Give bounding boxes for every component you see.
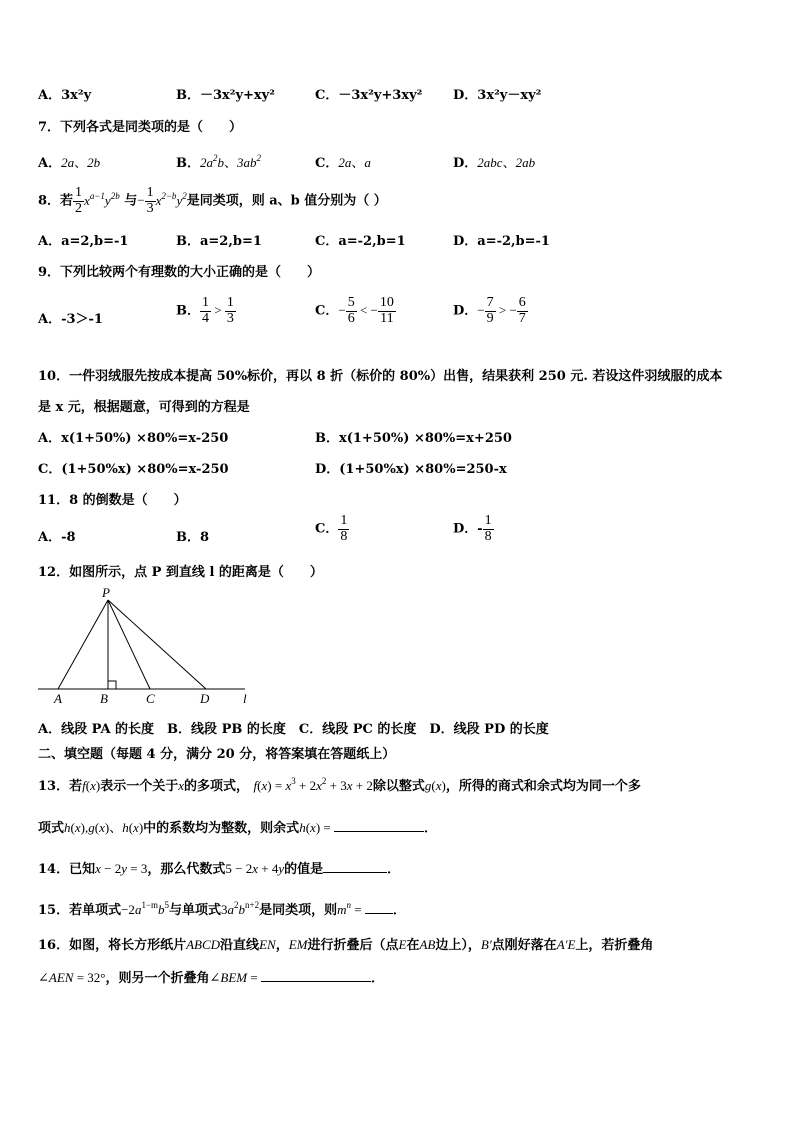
label-d: D [200,691,210,706]
q6-option-a: A．3x²y [38,88,92,103]
q14: 14．已知x − 2y = 3，那么代数式5 − 2x + 4y的值是 ． [38,861,401,877]
q10-option-a: A．x(1+50%) ×80%=x-250 [38,431,229,446]
q9-stem: 9．下列比较两个有理数的大小正确的是（ ） [38,265,321,280]
label-a: A [54,691,62,706]
label-c: C [146,691,155,706]
q8-option-a: A．a=2,b=-1 [38,234,129,249]
q6-option-c: C．－3x²y+3xy² [315,88,423,103]
q8-stem: 8．若 $\frac{1}{2}$ $x^{a-1}y^{2b}$ 与− $\frac{1}{3}$ $x^{2-b}y^2$是同类项，则 a、b 值分别为（ ） [38,185,387,216]
q11-stem: 11．8 的倒数是（ ） [38,493,187,508]
q10-option-d: D．(1+50%x) ×80%=250-x [315,462,507,477]
q6-option-b: B．－3x²y+xy² [176,88,275,103]
q11-option-b: B．8 [176,530,210,545]
q7-option-a: A．2a、2b [38,155,101,171]
q11-option-c: C． $\frac{1}{8}$ [315,513,348,544]
q15: 15．若单项式$-2a^{1-m}b^5$与单项式$3a^2b^{n+2}$是同类项，则$m^n$ = ． [38,900,406,918]
q8-option-b: B．a=2,b=1 [176,234,262,249]
label-l: l [243,691,247,706]
q12-stem: 12．如图所示，点 P 到直线 l 的距离是（ ） [38,565,323,580]
q8-option-c: C．a=-2,b=1 [315,234,406,249]
fraction: $\frac{1}{3}$ [146,185,154,216]
section-2-heading: 二、填空题（每题 4 分，满分 20 分，将答案填在答题纸上） [38,747,396,762]
segment-pc [108,600,150,689]
q12-options: A．线段 PA 的长度 B．线段 PB 的长度 C．线段 PC 的长度 D．线段 PD 的长度 [38,722,549,737]
label-b: B [100,691,108,706]
right-angle-mark [108,681,116,689]
q9-option-b: B． $\frac{1}{4}$ > $\frac{1}{3}$ [176,295,234,326]
q9-option-c: C．− $\frac{5}{6}$ < − $\frac{10}{11}$ [315,295,394,326]
q10-stem-line1: 10．一件羽绒服先按成本提高 50%标价，再以 8 折（标价的 80%）出售，结果获利 250 元. 若设这件羽绒服的成本 [38,369,723,384]
q8-option-d: D．a=-2,b=-1 [453,234,550,249]
segment-pa [58,600,108,689]
answer-blank[interactable] [365,913,393,914]
q9-option-a: A．-3＞-1 [38,312,103,327]
fraction: $\frac{1}{2}$ [75,185,83,216]
q7-option-b: B．$2a^2b$、$3ab^2$ [176,153,262,171]
q9-option-d: D．− $\frac{7}{9}$ > − $\frac{6}{7}$ [453,295,526,326]
q10-option-c: C．(1+50%x) ×80%=x-250 [38,462,229,477]
segment-pd [108,600,206,689]
q10-option-b: B．x(1+50%) ×80%=x+250 [315,431,512,446]
q7-option-d: D．2abc、2ab [453,155,536,171]
q16-line2: ∠AEN = 32°，则另一个折叠角∠BEM = ． [38,970,384,986]
q7-stem: 7．下列各式是同类项的是（ ） [38,120,243,135]
q13-line1: 13．若f(x)表示一个关于x的多项式， $f(x) = x^3 + 2x^2 + 3x + 2$除以整式g(x)，所得的商式和余式均为同一个多 [38,776,641,794]
q11-option-a: A．-8 [38,530,76,545]
q13-line2: 项式h(x),g(x)、h(x)中的系数均为整数，则余式h(x) = ． [38,820,437,836]
q7-option-c: C．2a、a [315,155,371,171]
answer-blank[interactable] [323,872,387,873]
label-p: P [102,585,110,600]
answer-blank[interactable] [334,831,424,832]
q16-line1: 16．如图，将长方形纸片ABCD沿直线EN，EM进行折叠后（点E在AB边上），B′点刚好落在A′E上，若折叠角 [38,937,654,953]
answer-blank[interactable] [261,981,371,982]
q11-option-d: D．- $\frac{1}{8}$ [453,513,492,544]
q10-stem-line2: 是 x 元，根据题意，可得到的方程是 [38,400,250,415]
q12-figure [30,584,260,708]
q6-option-d: D．3x²y－xy² [453,88,542,103]
